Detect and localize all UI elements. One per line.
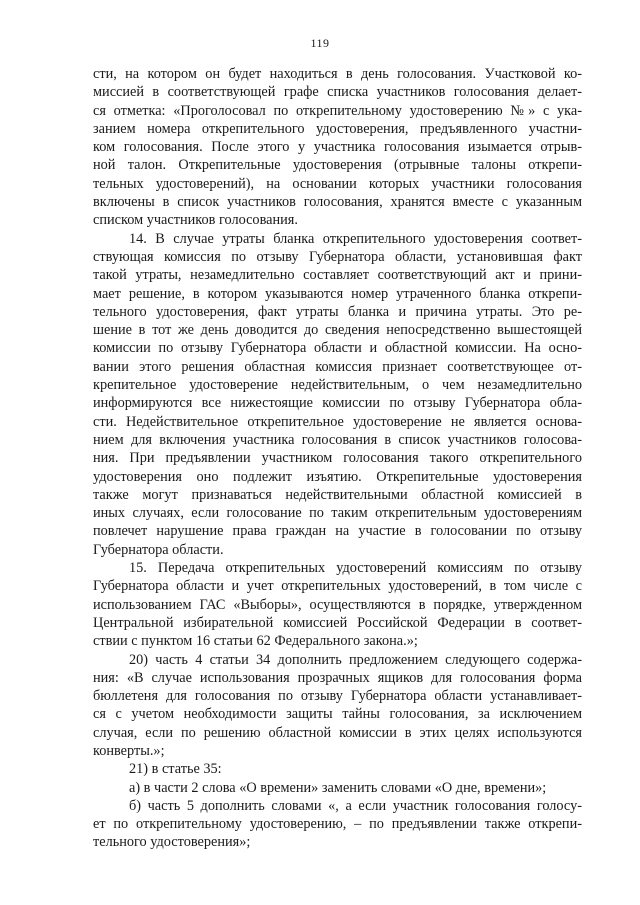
text-line: 14. В случае утраты бланка открепительного удостоверения соответ- bbox=[129, 230, 582, 247]
text-line: мает решение, в котором указываются номер утраченного бланка открепи- bbox=[93, 285, 582, 302]
text-line: использованием ГАС «Выборы», осуществляются в порядке, утвержденном bbox=[93, 596, 582, 613]
page-number: 119 bbox=[310, 36, 330, 50]
text-line: такой утраты, незамедлительно составляет соответствующий акт и прини- bbox=[93, 267, 582, 284]
text-line: комиссии по отзыву Губернатора области и областной комиссии. На осно- bbox=[93, 340, 582, 357]
text-line: тельного удостоверения, факт утраты бланка и причина утраты. Это ре- bbox=[93, 303, 582, 320]
text-line: списком участников голосования. bbox=[93, 212, 298, 229]
text-line: нием для включения участника голосования в список участников голосова- bbox=[93, 431, 582, 448]
text-line: ся с учетом необходимости защиты тайны голосования, за исключением bbox=[93, 706, 582, 723]
document-body bbox=[93, 65, 582, 852]
text-line: шение в тот же день доводится до сведения непосредственно вышестоящей bbox=[93, 322, 582, 339]
text-line: сти, на котором он будет находиться в день голосования. Участковой ко- bbox=[93, 66, 582, 82]
text-line: ния: «В случае использования прозрачных ящиков для голосования форма bbox=[93, 669, 582, 686]
text-line: б) часть 5 дополнить словами «, а если участник голосования голосу- bbox=[129, 797, 582, 814]
text-line: ствующая комиссия по отзыву Губернатора области, установившая факт bbox=[93, 248, 582, 265]
text-line: повлечет нарушение права граждан на участие в голосовании по отзыву bbox=[93, 523, 582, 540]
text-line: удостоверения оно подлежит изъятию. Открепительные удостоверения bbox=[93, 468, 582, 485]
text-line: миссией в соответствующей графе списка участников голосования делает- bbox=[93, 84, 582, 101]
text-line: занием номера открепительного удостоверения, предъявленного участни- bbox=[93, 120, 582, 137]
text-line: тельных удостоверений), на основании которых участники голосования bbox=[93, 175, 582, 192]
text-line: иных случаях, если голосование по таким открепительным удостоверениям bbox=[93, 505, 582, 522]
text-line: бюллетеня для голосования по отзыву Губернатора области устанавливает- bbox=[93, 688, 582, 705]
text-line: а) в части 2 слова «О времени» заменить словами «О дне, времени»; bbox=[129, 779, 547, 796]
text-line: вании этого решения областная комиссия признает соответствующее от- bbox=[93, 358, 582, 375]
text-line: включены в список участников голосования, хранятся вместе с указанным bbox=[93, 194, 582, 211]
text-line: Центральной избирательной комиссией Российской Федерации в соответ- bbox=[93, 614, 582, 631]
text-line: сти. Недействительное открепительное удостоверение не является основа- bbox=[93, 413, 582, 430]
text-line: случая, если по решению областной комиссии в этих целях используются bbox=[93, 724, 582, 741]
text-line: Губернатора области и учет открепительных удостоверений, в том числе с bbox=[93, 578, 582, 595]
text-line: информируются все нижестоящие комиссии по отзыву Губернатора обла- bbox=[93, 395, 582, 412]
text-line: ет по открепительному удостоверению, – по предъявлении также открепи- bbox=[93, 816, 582, 833]
text-line: тельного удостоверения»; bbox=[93, 834, 251, 851]
text-line: 21) в статье 35: bbox=[129, 761, 222, 778]
text-line: конверты.»; bbox=[93, 742, 165, 759]
text-line: ком голосования. После этого у участника голосования изымается отрыв- bbox=[93, 139, 582, 156]
text-line: крепительное удостоверение недействительным, о чем незамедлительно bbox=[93, 377, 582, 394]
text-line: ния. При предъявлении участником голосования такого открепительного bbox=[93, 450, 582, 467]
text-line: ной талон. Открепительные удостоверения (отрывные талоны открепи- bbox=[93, 157, 582, 174]
text-line: 15. Передача открепительных удостоверений комиссиям по отзыву bbox=[129, 560, 582, 577]
text-line: также могут признаваться недействительными областной комиссией в bbox=[93, 486, 582, 503]
text-line: 20) часть 4 статьи 34 дополнить предложением следующего содержа- bbox=[129, 651, 582, 668]
text-line: ся отметка: «Проголосовал по открепительному удостоверению №» с ука- bbox=[93, 102, 582, 119]
text-line: Губернатора области. bbox=[93, 541, 224, 558]
text-line: ствии с пунктом 16 статьи 62 Федерального закона.»; bbox=[93, 633, 418, 650]
